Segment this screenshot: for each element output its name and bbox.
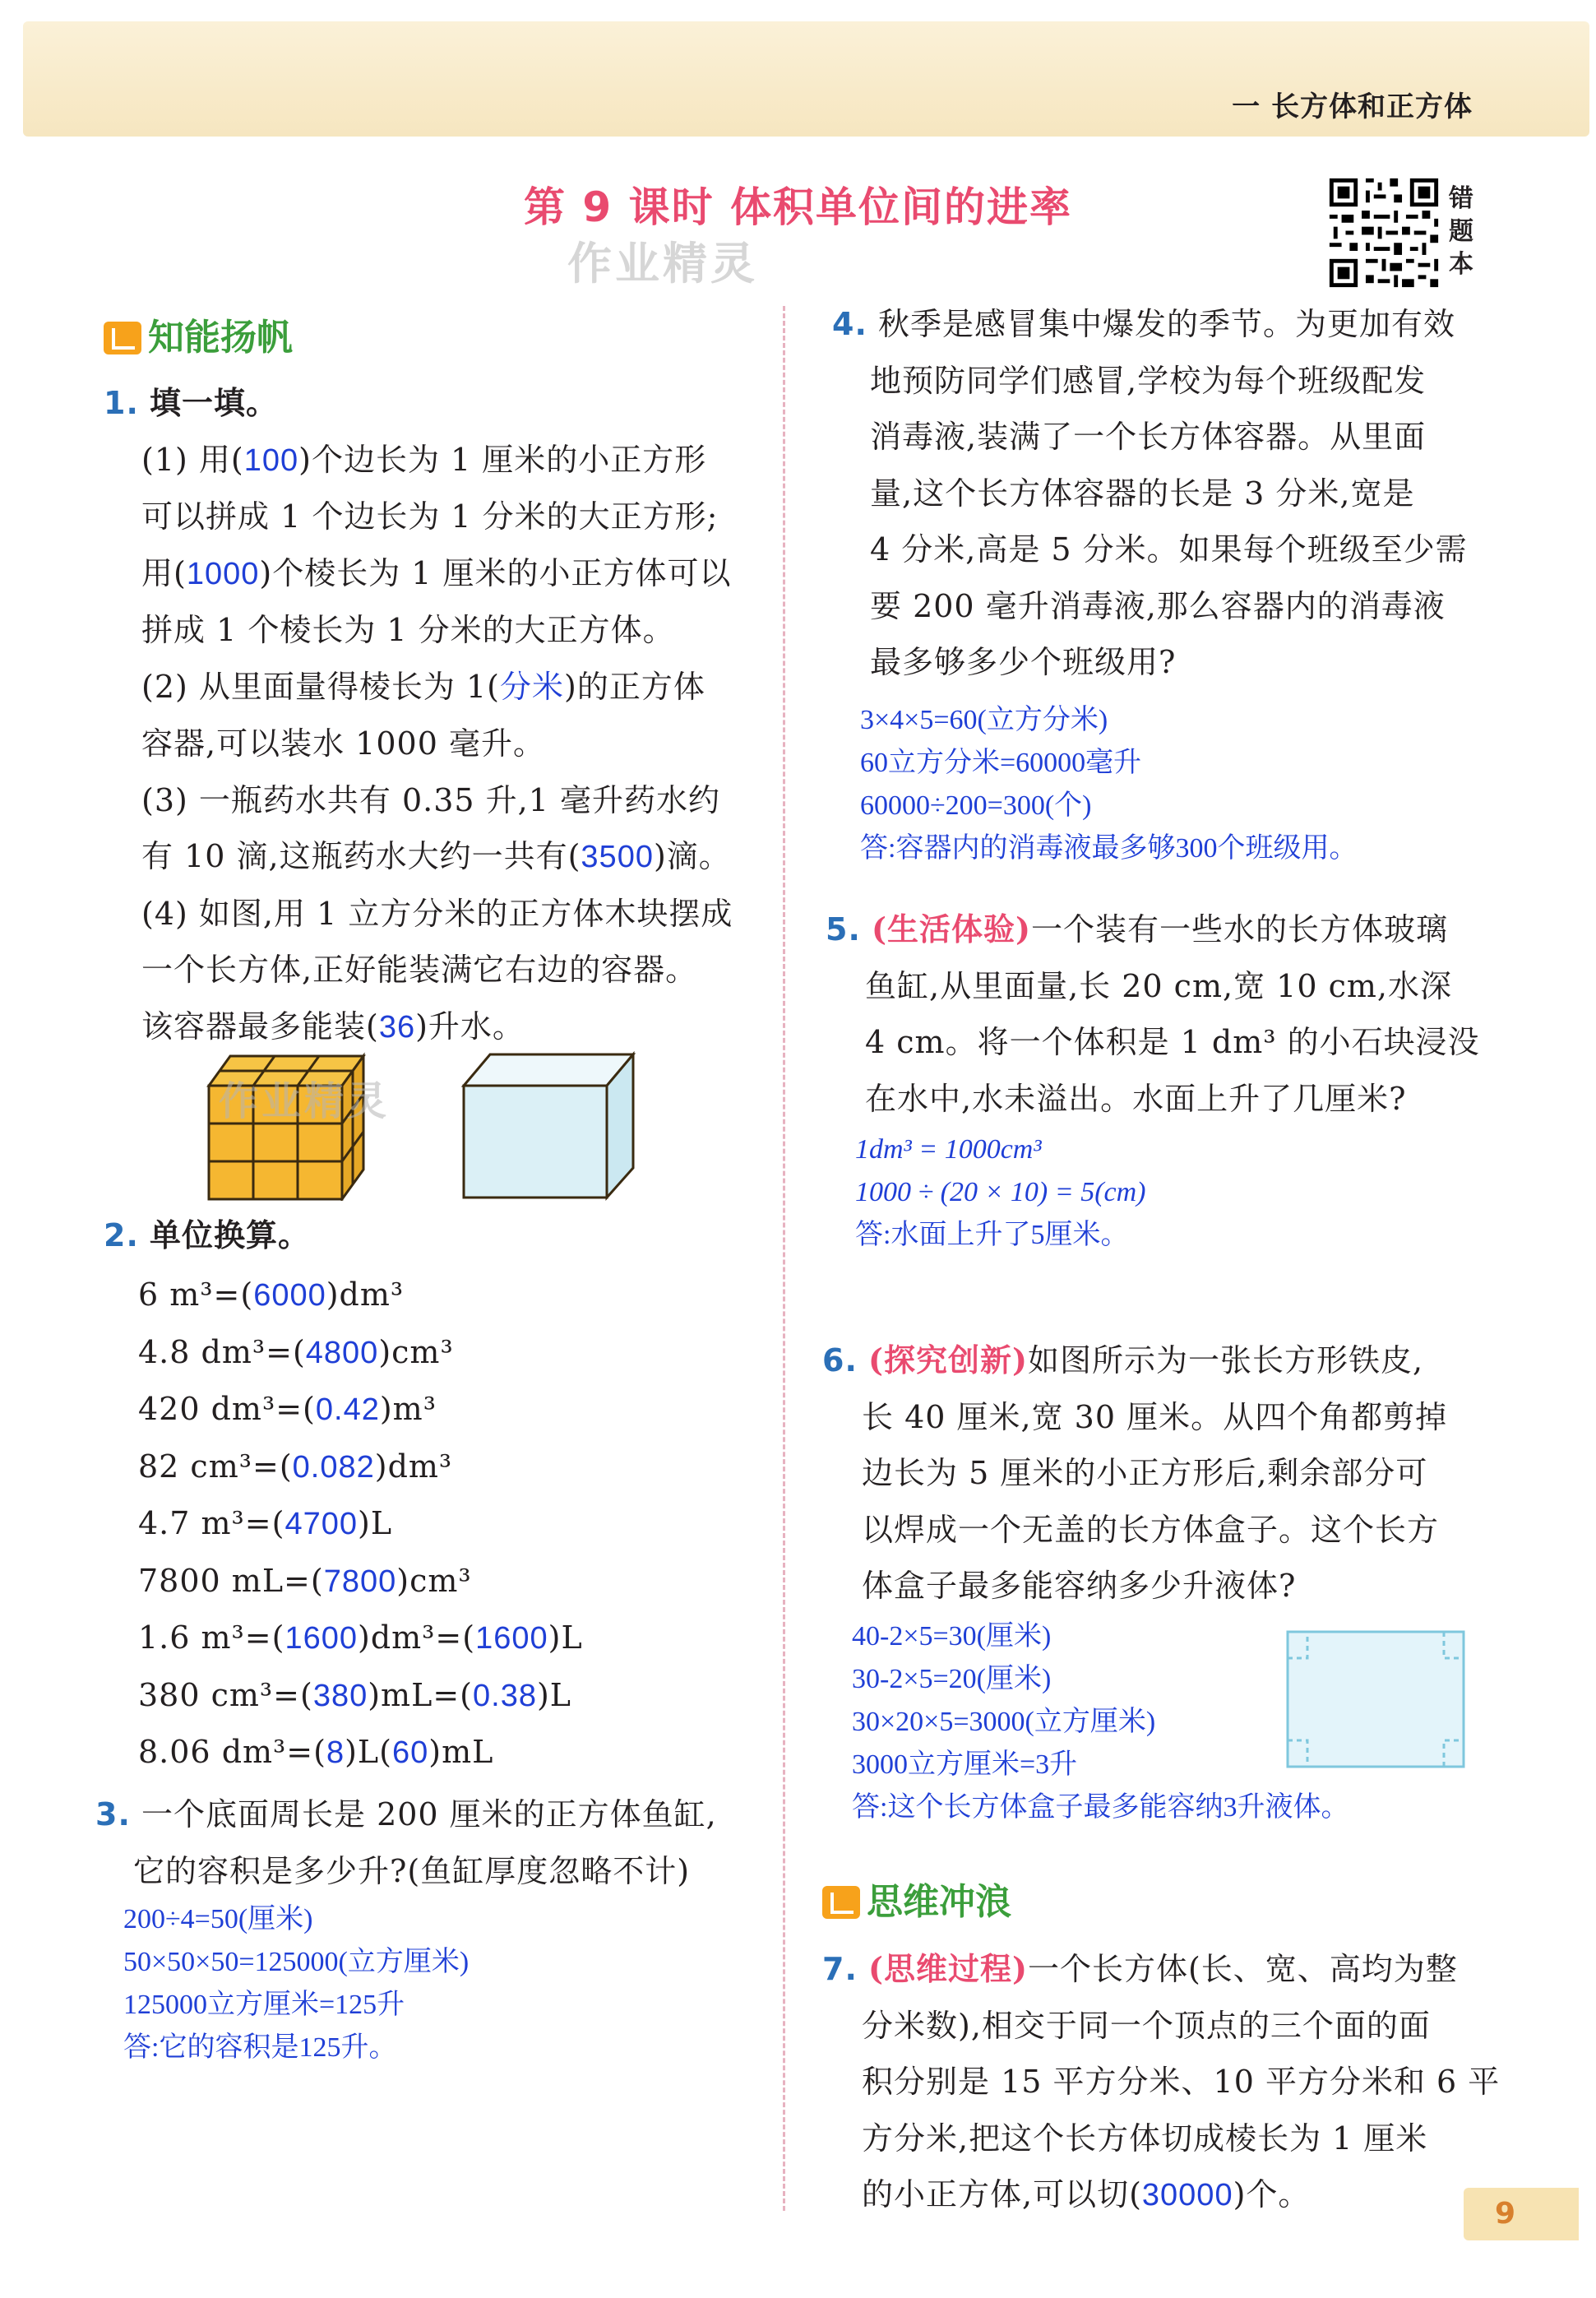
section-label: 知能扬帆 <box>148 317 293 359</box>
answer: 36 <box>378 1009 416 1045</box>
qr-code-icon[interactable] <box>1325 174 1442 291</box>
answer-line: 答:这个长方体盒子最多能容纳3升液体。 <box>852 1792 1349 1823</box>
question-2 <box>104 1207 761 1264</box>
question-tag: (生活体验) <box>871 910 1031 947</box>
text: (1) 用( <box>141 441 244 478</box>
question-6 <box>822 1332 1557 1615</box>
text: 积分别是 15 平方分米、10 平方分米和 6 平 <box>862 2064 1501 2100</box>
question-3 <box>95 1786 770 1899</box>
text: 体盒子最多能容纳多少升液体? <box>862 1568 1297 1604</box>
text: 有 10 滴,这瓶药水大约一共有( <box>141 838 581 874</box>
unit-conversion-list <box>138 1267 763 1781</box>
text: )cm³ <box>378 1333 454 1370</box>
question-5 <box>826 901 1557 1127</box>
qr-label-char: 错 <box>1449 184 1473 213</box>
text: 4.7 m³=( <box>138 1505 285 1541</box>
text: 7800 mL=( <box>138 1562 324 1599</box>
lesson-title: 第 9 课时 体积单位间的进率 <box>523 183 1072 231</box>
text: 用( <box>141 554 187 591</box>
question-number: 1. <box>104 385 139 421</box>
question-title: 填一填。 <box>149 385 278 421</box>
answer-q5 <box>855 1128 1145 1257</box>
text: 4 cm。将一个体积是 1 dm³ 的小石块浸没 <box>865 1024 1480 1060</box>
text: 6 m³=( <box>138 1276 254 1313</box>
question-tag: (探究创新) <box>867 1341 1028 1378</box>
text: 如图所示为一张长方形铁皮, <box>1027 1342 1424 1378</box>
question-number: 3. <box>95 1796 131 1832</box>
conversion-row <box>138 1381 763 1439</box>
question-title: 单位换算。 <box>149 1217 310 1253</box>
answer-line: 3000立方厘米=3升 <box>852 1749 1078 1780</box>
answer-line: 125000立方厘米=125升 <box>123 1990 405 2020</box>
qr-label <box>1449 183 1482 281</box>
answer-q3 <box>123 1898 469 2069</box>
answer: 8 <box>326 1735 345 1770</box>
text: 可以拼成 1 个边长为 1 分米的大正方形; <box>141 498 719 535</box>
answer: 3500 <box>581 840 654 874</box>
answer-line: 60000÷200=300(个) <box>860 790 1092 821</box>
answer: 60 <box>391 1735 429 1770</box>
text: 它的容积是多少升?(鱼缸厚度忽略不计) <box>133 1852 691 1889</box>
qr-label-char: 题 <box>1449 217 1473 246</box>
iron-sheet-figure <box>1283 1627 1469 1772</box>
answer-line: 答:它的容积是125升。 <box>123 2032 397 2063</box>
conversion-row <box>138 1724 763 1781</box>
column-divider <box>783 306 785 2211</box>
text: 8.06 dm³=( <box>138 1734 326 1770</box>
text: )L( <box>345 1734 392 1770</box>
answer: 分米 <box>500 669 565 705</box>
conversion-row <box>138 1439 763 1496</box>
conversion-row <box>138 1553 763 1610</box>
text: 4.8 dm³=( <box>138 1333 306 1370</box>
answer: 0.082 <box>292 1449 375 1485</box>
question-number: 6. <box>822 1342 858 1378</box>
text: 380 cm³=( <box>138 1676 313 1713</box>
text: 在水中,水未溢出。水面上升了几厘米? <box>865 1080 1407 1117</box>
answer-line: 1dm³ = 1000cm³ <box>855 1134 1042 1165</box>
conversion-row <box>138 1495 763 1553</box>
conversion-row <box>138 1610 763 1667</box>
text: 的小正方体,可以切( <box>862 2176 1142 2212</box>
text: 地预防同学们感冒,学校为每个班级配发 <box>870 362 1427 399</box>
answer: 6000 <box>253 1278 326 1313</box>
answer-line: 30-2×5=20(厘米) <box>852 1664 1052 1694</box>
answer-line: 60立方分米=60000毫升 <box>860 748 1142 778</box>
answer: 0.38 <box>473 1678 537 1713</box>
text: 1.6 m³=( <box>138 1619 285 1656</box>
text: 方分米,把这个长方体切成棱长为 1 厘米 <box>862 2120 1428 2157</box>
answer-line: 30×20×5=3000(立方厘米) <box>852 1707 1156 1737</box>
answer: 4800 <box>305 1335 379 1370</box>
text: )dm³ <box>326 1276 405 1313</box>
answer-line: 200÷4=50(厘米) <box>123 1904 313 1934</box>
text: )dm³=( <box>358 1619 476 1656</box>
conversion-row <box>138 1667 763 1725</box>
text: )mL=( <box>368 1676 473 1713</box>
text: 4 分米,高是 5 分米。如果每个班级至少需 <box>870 531 1468 568</box>
answer: 0.42 <box>315 1392 380 1427</box>
text: 容器,可以装水 1000 毫升。 <box>141 725 545 762</box>
text: )个。 <box>1233 2176 1311 2212</box>
text: )dm³ <box>374 1448 453 1485</box>
answer-line: 40-2×5=30(厘米) <box>852 1621 1052 1652</box>
text: 量,这个长方体容器的长是 3 分米,宽是 <box>870 475 1415 512</box>
text: 一个装有一些水的长方体玻璃 <box>1030 911 1448 947</box>
answer-q4 <box>860 699 1357 870</box>
question-number: 2. <box>104 1217 139 1253</box>
text: (4) 如图,用 1 立方分米的正方体木块摆成 <box>141 895 733 932</box>
text: )滴。 <box>653 838 731 874</box>
container-box <box>464 1054 633 1198</box>
question-number: 4. <box>832 306 867 342</box>
text: )m³ <box>379 1391 437 1427</box>
text: )mL <box>428 1734 494 1770</box>
text: (3) 一瓶药水共有 0.35 升,1 毫升药水约 <box>141 781 721 818</box>
text: )cm³ <box>396 1562 472 1599</box>
answer-line: 50×50×50=125000(立方厘米) <box>123 1947 470 1977</box>
answer: 380 <box>312 1678 368 1713</box>
answer: 7800 <box>323 1564 397 1599</box>
text: 分米数),相交于同一个顶点的三个面的面 <box>862 2007 1431 2044</box>
watermark: 作业精灵 <box>219 1078 391 1124</box>
text: )个边长为 1 厘米的小正方形 <box>298 441 707 478</box>
text: 82 cm³=( <box>138 1448 293 1485</box>
question-number: 5. <box>826 911 861 947</box>
text: 该容器最多能装( <box>141 1008 379 1045</box>
text: 一个长方体(长、宽、高均为整 <box>1027 1951 1458 1987</box>
answer-line: 1000 ÷ (20 × 10) = 5(cm) <box>855 1177 1146 1207</box>
section-icon <box>822 1886 860 1919</box>
qr-label-char: 本 <box>1449 250 1473 279</box>
conversion-row <box>138 1324 763 1382</box>
answer: 30000 <box>1141 2178 1233 2212</box>
text: 420 dm³=( <box>138 1391 316 1427</box>
text: 最多够多少个班级用? <box>870 644 1177 680</box>
text: )个棱长为 1 厘米的小正方体可以 <box>259 554 732 591</box>
conversion-row <box>138 1267 763 1324</box>
question-tag: (思维过程) <box>867 1950 1028 1987</box>
text: (2) 从里面量得棱长为 1( <box>141 668 500 705</box>
text: 一个长方体,正好能装满它右边的容器。 <box>141 952 698 988</box>
chapter-title: 一 长方体和正方体 <box>1232 90 1473 123</box>
answer-line: 3×4×5=60(立方分米) <box>860 705 1108 735</box>
text: 边长为 5 厘米的小正方形后,剩余部分可 <box>862 1455 1428 1491</box>
answer: 1600 <box>285 1621 358 1656</box>
text: )L <box>358 1505 393 1541</box>
text: )升水。 <box>415 1008 525 1045</box>
question-4 <box>832 296 1556 691</box>
watermark: 作业精灵 <box>567 238 758 290</box>
text: )L <box>536 1676 572 1713</box>
text: 以焊成一个无盖的长方体盒子。这个长方 <box>862 1511 1440 1548</box>
section-icon <box>104 322 141 354</box>
page-number: 9 <box>1464 2188 1579 2240</box>
text: 消毒液,装满了一个长方体容器。从里面 <box>870 419 1427 455</box>
text: 秋季是感冒集中爆发的季节。为更加有效 <box>877 306 1455 342</box>
section-label: 思维冲浪 <box>867 1881 1011 1923</box>
text: 一个底面周长是 200 厘米的正方体鱼缸, <box>141 1796 717 1832</box>
answer-line: 答:水面上升了5厘米。 <box>855 1220 1129 1250</box>
text: )的正方体 <box>564 668 705 705</box>
answer: 100 <box>243 442 299 478</box>
answer-line: 答:容器内的消毒液最多够300个班级用。 <box>860 833 1358 864</box>
question-1 <box>104 375 761 1055</box>
text: 拼成 1 个棱长为 1 分米的大正方体。 <box>141 612 675 648</box>
question-7 <box>822 1941 1557 2224</box>
answer: 1600 <box>475 1621 548 1656</box>
text: 鱼缸,从里面量,长 20 cm,宽 10 cm,水深 <box>865 967 1452 1004</box>
text: 长 40 厘米,宽 30 厘米。从四个角都剪掉 <box>862 1398 1448 1435</box>
question-number: 7. <box>822 1951 858 1987</box>
text: 要 200 毫升消毒液,那么容器内的消毒液 <box>870 587 1446 624</box>
text: )L <box>548 1619 583 1656</box>
section-heading-zhineng <box>104 308 293 360</box>
section-heading-siwei <box>822 1872 1011 1925</box>
answer: 4700 <box>285 1507 358 1541</box>
answer: 1000 <box>186 556 260 591</box>
answer-q6 <box>852 1615 1349 1829</box>
